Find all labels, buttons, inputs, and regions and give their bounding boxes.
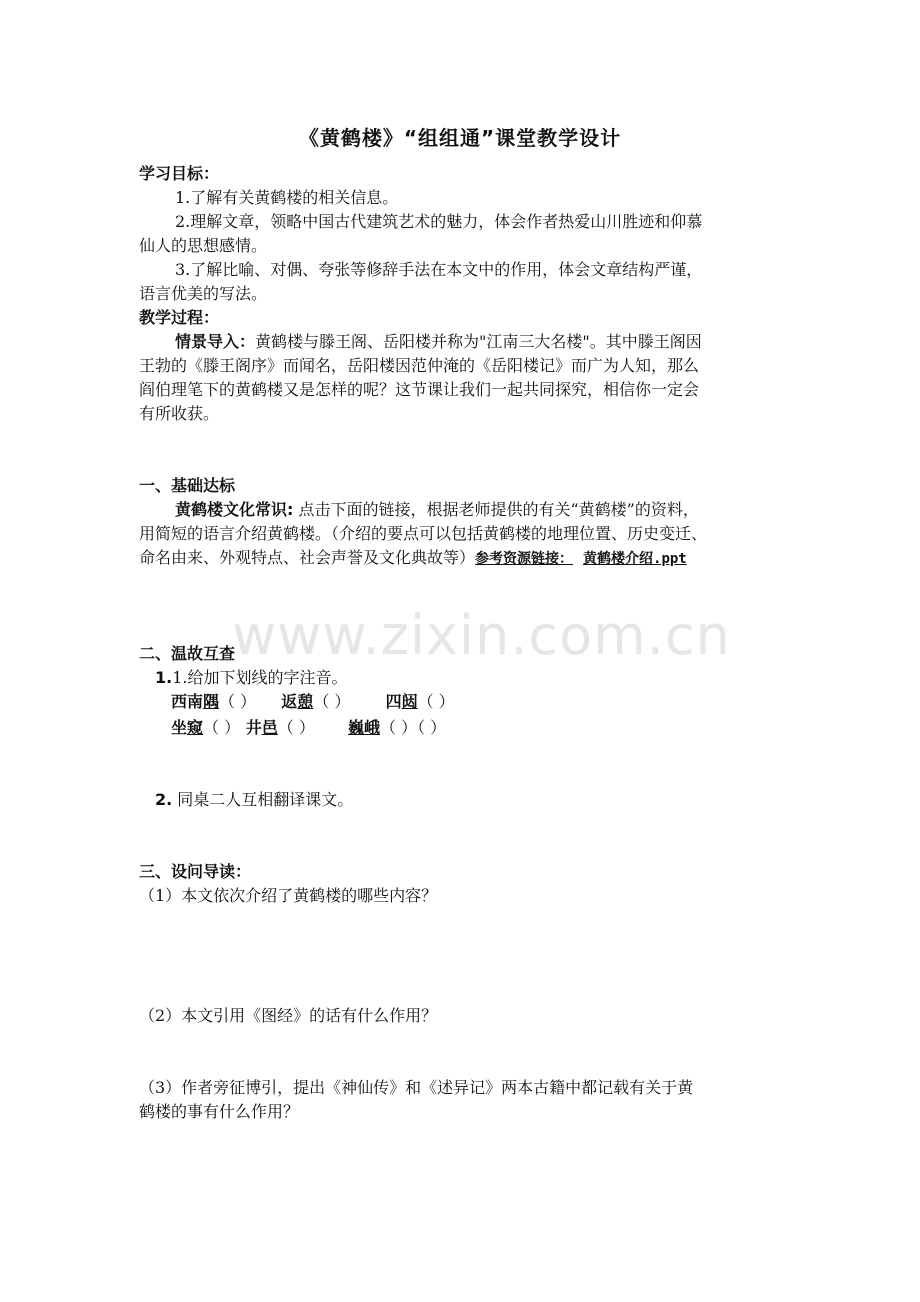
intro-line: 王勃的《滕王阁序》而闻名，岳阳楼因范仲淹的《岳阳楼记》而广为人知，那么: [139, 356, 700, 375]
goal-item: 2.理解文章，领略中国古代建筑艺术的魅力，体会作者热爱山川胜迹和仰慕: [175, 212, 703, 231]
goal-item: 语言优美的写法。: [139, 284, 268, 303]
intro-line: 有所收获。: [139, 404, 220, 423]
intro-line: 阎伯理笔下的黄鹤楼又是怎样的呢？这节课让我们一起共同探究，相信你一定会: [139, 380, 700, 399]
goal-item: 3.了解比喻、对偶、夸张等修辞手法在本文中的作用，体会文章结构严谨，: [175, 260, 703, 279]
section3-question: （3）作者旁征博引，提出《神仙传》和《述异记》两本古籍中都记载有关于黄: [139, 1078, 694, 1097]
pinyin-row-1: [171, 690, 455, 714]
culture-label: 黄鹤楼文化常识:: [175, 500, 294, 519]
q2-text: 同桌二人互相翻译课文。: [172, 790, 354, 809]
section3-question: （1）本文依次介绍了黄鹤楼的哪些内容？: [139, 886, 438, 905]
process-heading: 教学过程：: [139, 308, 220, 327]
section2-question-2: [155, 788, 353, 812]
pinyin-item: 四闼（ ）: [385, 692, 455, 711]
pinyin-item: 西南隅（ ）: [171, 692, 257, 711]
section1-text: 命名由来、外观特点、社会声誉及文化典故等）: [139, 548, 476, 567]
section1-text: 点击下面的链接，根据老师提供的有关“黄鹤楼”的资料，: [293, 500, 699, 519]
section1-line: [175, 498, 699, 522]
q2-number: 2.: [155, 790, 173, 809]
section3-question: （2）本文引用《图经》的话有什么作用？: [139, 1006, 438, 1025]
pinyin-item: 返憩（ ）: [281, 692, 351, 711]
pinyin-row-2: [171, 716, 446, 740]
section1-heading: 一、基础达标: [139, 476, 236, 495]
goals-heading: 学习目标：: [139, 164, 220, 183]
goal-item: 仙人的思想感情。: [139, 236, 268, 255]
section3-question: 鹤楼的事有什么作用？: [139, 1102, 300, 1121]
resource-link-label: 参考资源链接：: [475, 551, 574, 567]
watermark: www.zixin.com.cn: [232, 604, 731, 667]
page-title: 《黄鹤楼》“组组通”课堂教学设计: [298, 126, 622, 150]
intro-label: 情景导入：: [175, 332, 256, 351]
section2-heading: 二、温故互查: [139, 644, 236, 663]
section3-heading: 三、设问导读：: [139, 862, 252, 881]
intro-line: [175, 330, 702, 354]
section1-line: [139, 546, 687, 571]
intro-text: 黄鹤楼与滕王阁、岳阳楼并称为"江南三大名楼"。其中滕王阁因: [255, 332, 702, 351]
pinyin-item: 井邑（ ）: [245, 718, 315, 737]
section1-line: 用简短的语言介绍黄鹤楼。（介绍的要点可以包括黄鹤楼的地理位置、历史变迁、: [139, 524, 708, 543]
q1-text: 1.给加下划线的字注音。: [172, 668, 348, 687]
section2-question-1: [155, 666, 348, 690]
pinyin-item: 坐窥（ ）: [171, 718, 241, 737]
resource-link[interactable]: 黄鹤楼介绍.ppt: [583, 551, 687, 567]
goal-item: 1.了解有关黄鹤楼的相关信息。: [175, 188, 399, 207]
pinyin-item: 巍峨（ ）（ ）: [347, 718, 447, 737]
q1-number: 1.: [155, 668, 173, 687]
